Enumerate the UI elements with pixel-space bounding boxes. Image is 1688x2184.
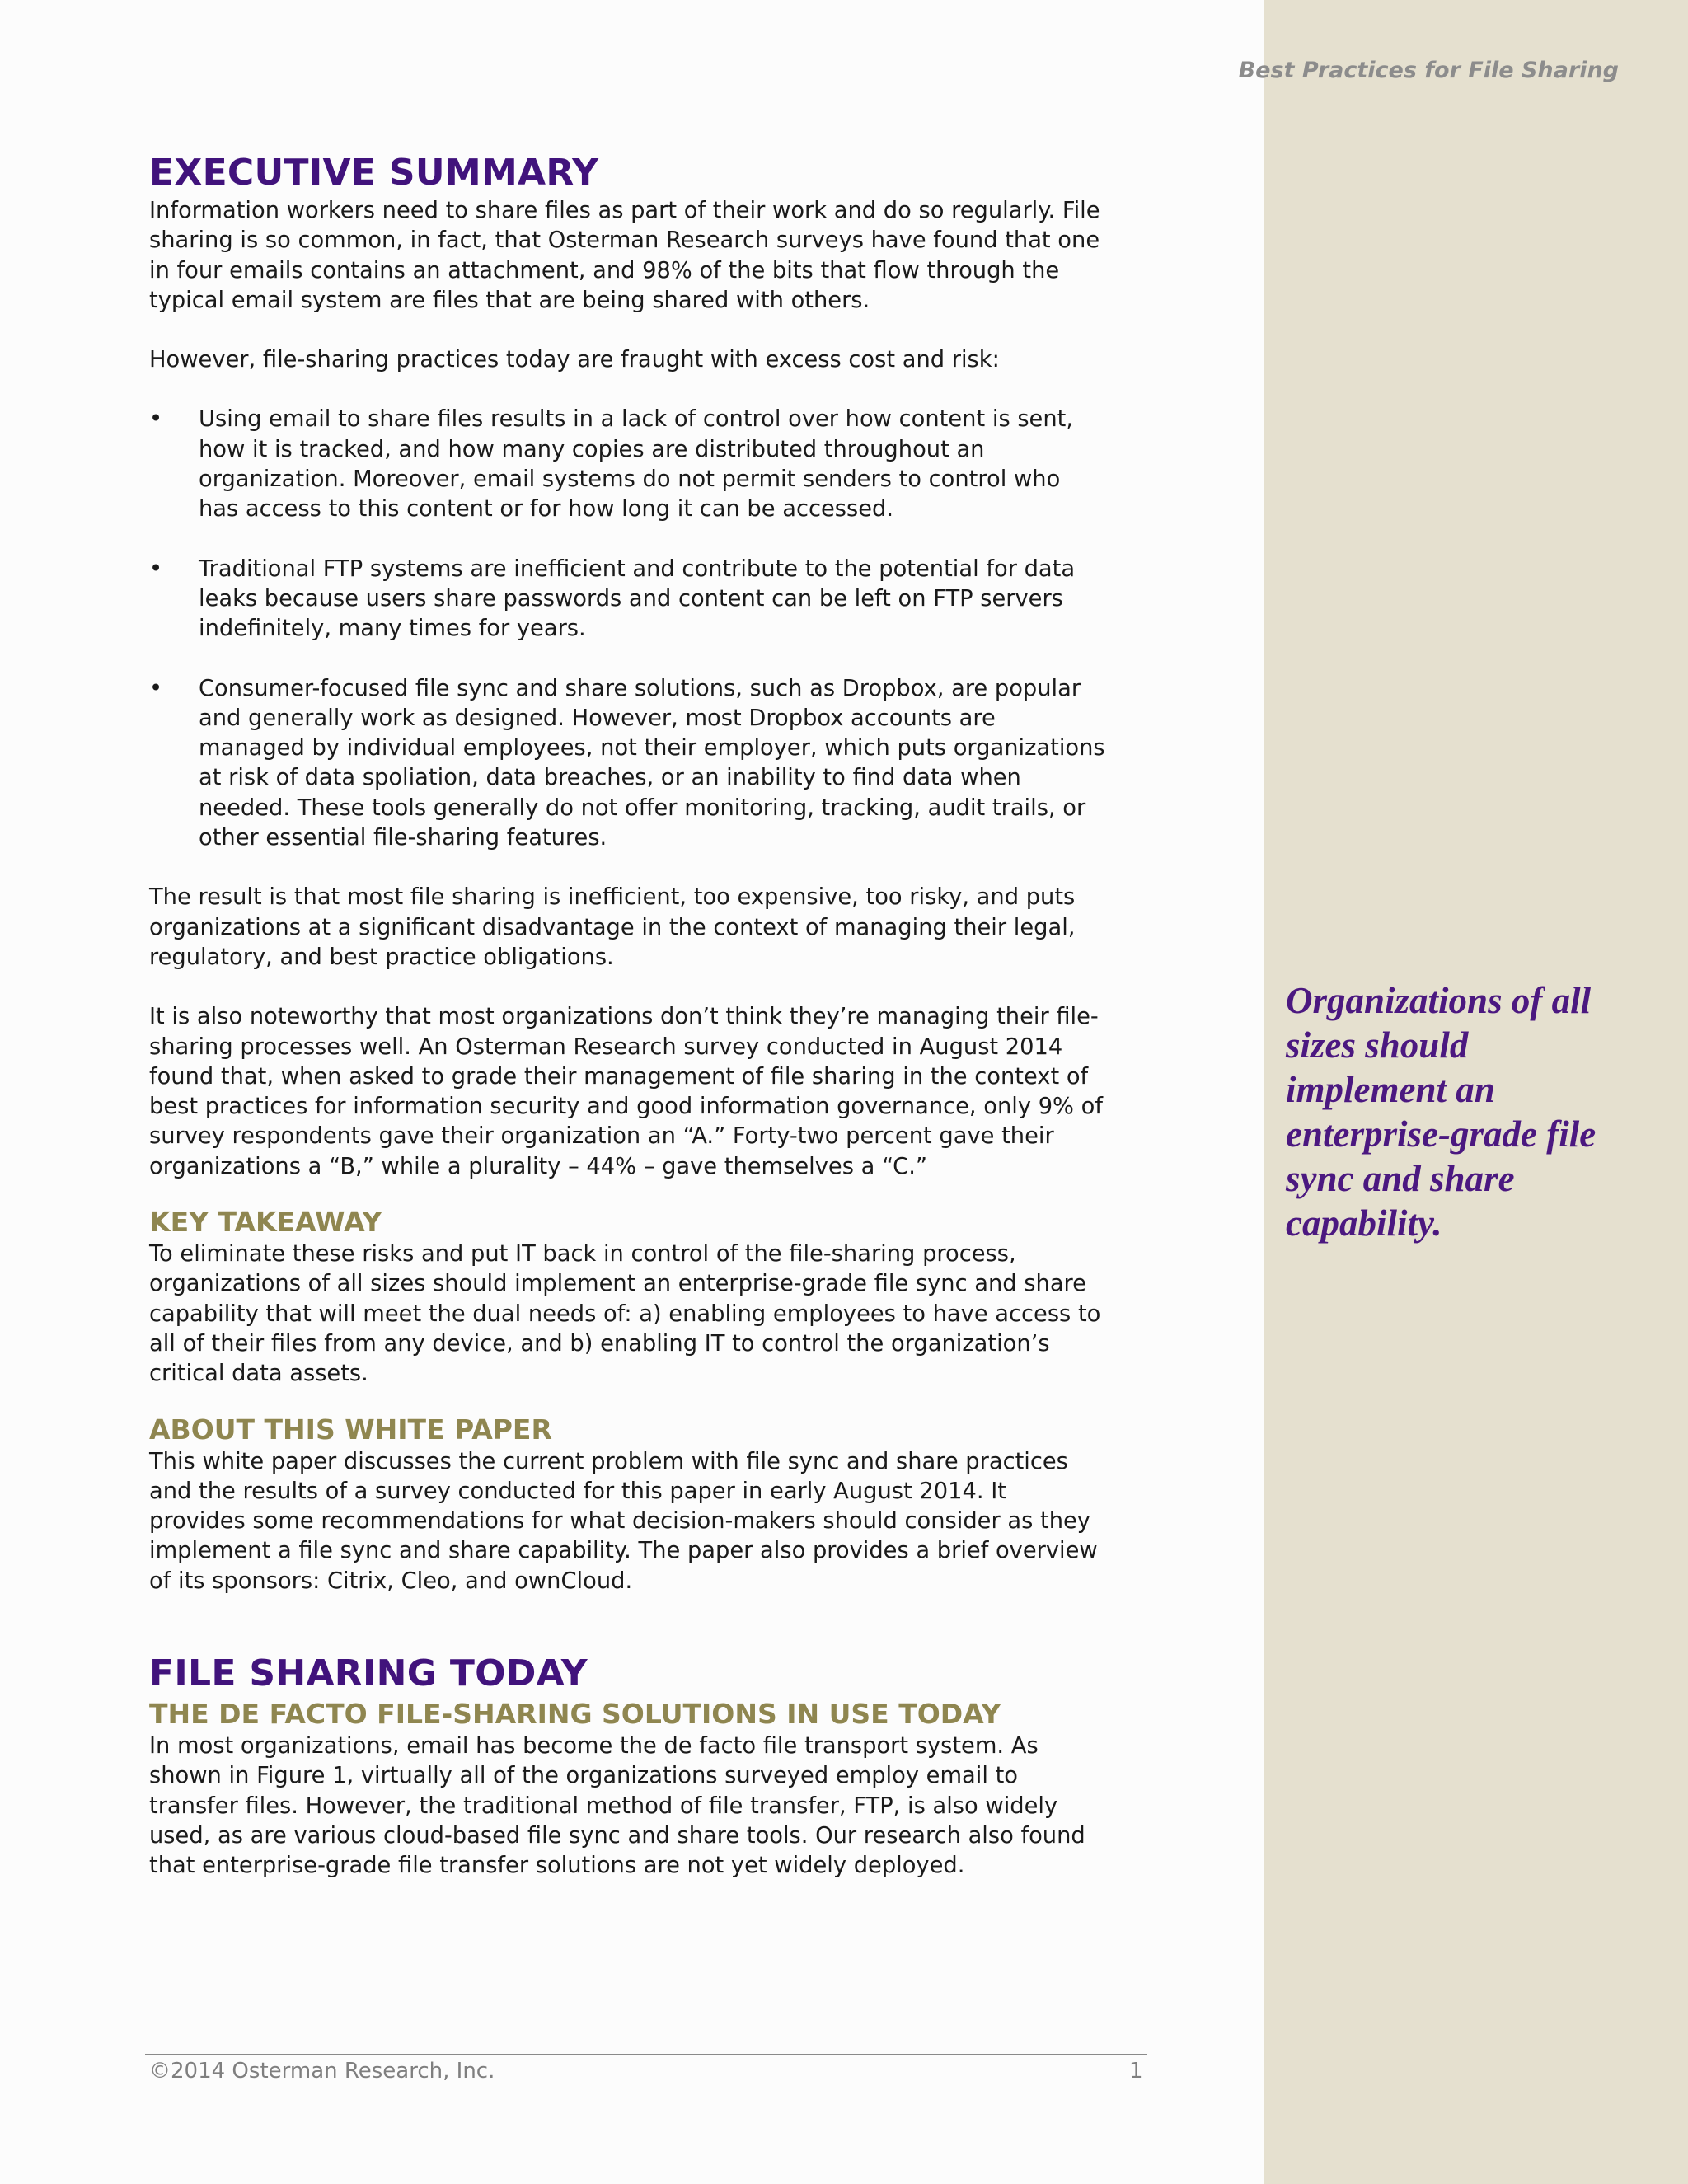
list-gap [149,525,1105,555]
bullet-icon: • [149,406,163,433]
file-sharing-today-heading: FILE SHARING TODAY [149,1652,588,1694]
list-item [149,405,1105,524]
executive-summary-paragraph-4: It is also noteworthy that most organizations don’t think they’re managing their file-sharing processes well. An Osterman Research survey conducted in August 2014 found that, when asked to grade their management of file sharing in the context of best practices for information security and good information governance, only 9% of survey respondents gave their organization an “A.” Forty-two percent gave their organizations a “B,” while a plurality – 44% – gave themselves a “C.” [149,1004,1103,1179]
executive-summary-heading: EXECUTIVE SUMMARY [149,152,599,194]
list-item [149,555,1105,644]
about-heading: ABOUT THIS WHITE PAPER [149,1413,552,1446]
list-item-text: Traditional FTP systems are inefficient and contribute to the potential for data leaks because users share passwords and content can be left on FTP servers indefinitely, many times for years. [199,555,1076,642]
bullet-icon: • [149,675,163,701]
list-item [149,674,1105,854]
key-takeaway-heading: KEY TAKEAWAY [149,1206,382,1239]
footer-rule [145,2054,1147,2055]
file-sharing-today-subheading: THE DE FACTO FILE-SHARING SOLUTIONS IN USE TODAY [149,1697,1001,1730]
executive-summary-paragraph-3: The result is that most file sharing is inefficient, too expensive, too risky, and puts organizations at a significant disadvantage in the context of managing their legal, regulatory, and best practice obligations. [149,884,1076,970]
page-number: 1 [1129,2059,1143,2083]
pull-quote: Organizations of all sizes should implement an enterprise-grade file sync and share capability. [1286,980,1597,1244]
list-item-text: Using email to share files results in a lack of control over how content is sent, how it is tracked, and how many copies are distributed throughout an organization. Moreover, email systems do not permit senders to control who has access to this content or for how long it can be accessed. [199,406,1074,523]
footer-copyright: ©2014 Osterman Research, Inc. [149,2059,495,2083]
bullet-icon: • [149,555,163,582]
key-takeaway-body: To eliminate these risks and put IT back in control of the file-sharing process, organizations of all sizes should implement an enterprise-grade file sync and share capability that will meet the dual needs of: a) enabling employees to have access to all of their files from any device, and b) enabling IT to control the organization’s critical data assets. [149,1241,1101,1387]
executive-summary-paragraph-2: However, file-sharing practices today are fraught with excess cost and risk: [149,347,1000,373]
document-body [149,150,1105,1881]
executive-summary-paragraph-1: Information workers need to share files as part of their work and do so regularly. File sharing is so common, in fact, that Osterman Research surveys have found that one in four emails contains an attachment, and 98% of the bits that flow through the typical email system are files that are being shared with others. [149,198,1100,313]
file-sharing-today-body: In most organizations, email has become the de facto file transport system. As shown in Figure 1, virtually all of the organizations surveyed employ email to transfer files. However, the traditional method of file transfer, FTP, is also widely used, as are various cloud-based file sync and share tools. Our research also found that enterprise-grade file transfer solutions are not yet widely deployed. [149,1732,1085,1879]
running-title: Best Practices for File Sharing [1238,58,1619,83]
about-body: This white paper discusses the current problem with file sync and share practices and the results of a survey conducted for this paper in early August 2014. It provides some recommendations for what decision-makers should consider as they implement a file sync and share capability. The paper also provides a brief overview of its sponsors: Citrix, Cleo, and ownCloud. [149,1448,1098,1594]
list-gap [149,644,1105,674]
list-item-text: Consumer-focused file sync and share solutions, such as Dropbox, are popular and generally work as designed. However, most Dropbox accounts are managed by individual employees, not their employer, which puts organizations at risk of data spoliation, data breaches, or an inability to find data when needed. These tools generally do not offer monitoring, tracking, audit trails, or other essential file-sharing features. [199,675,1105,851]
risk-list [149,405,1105,853]
